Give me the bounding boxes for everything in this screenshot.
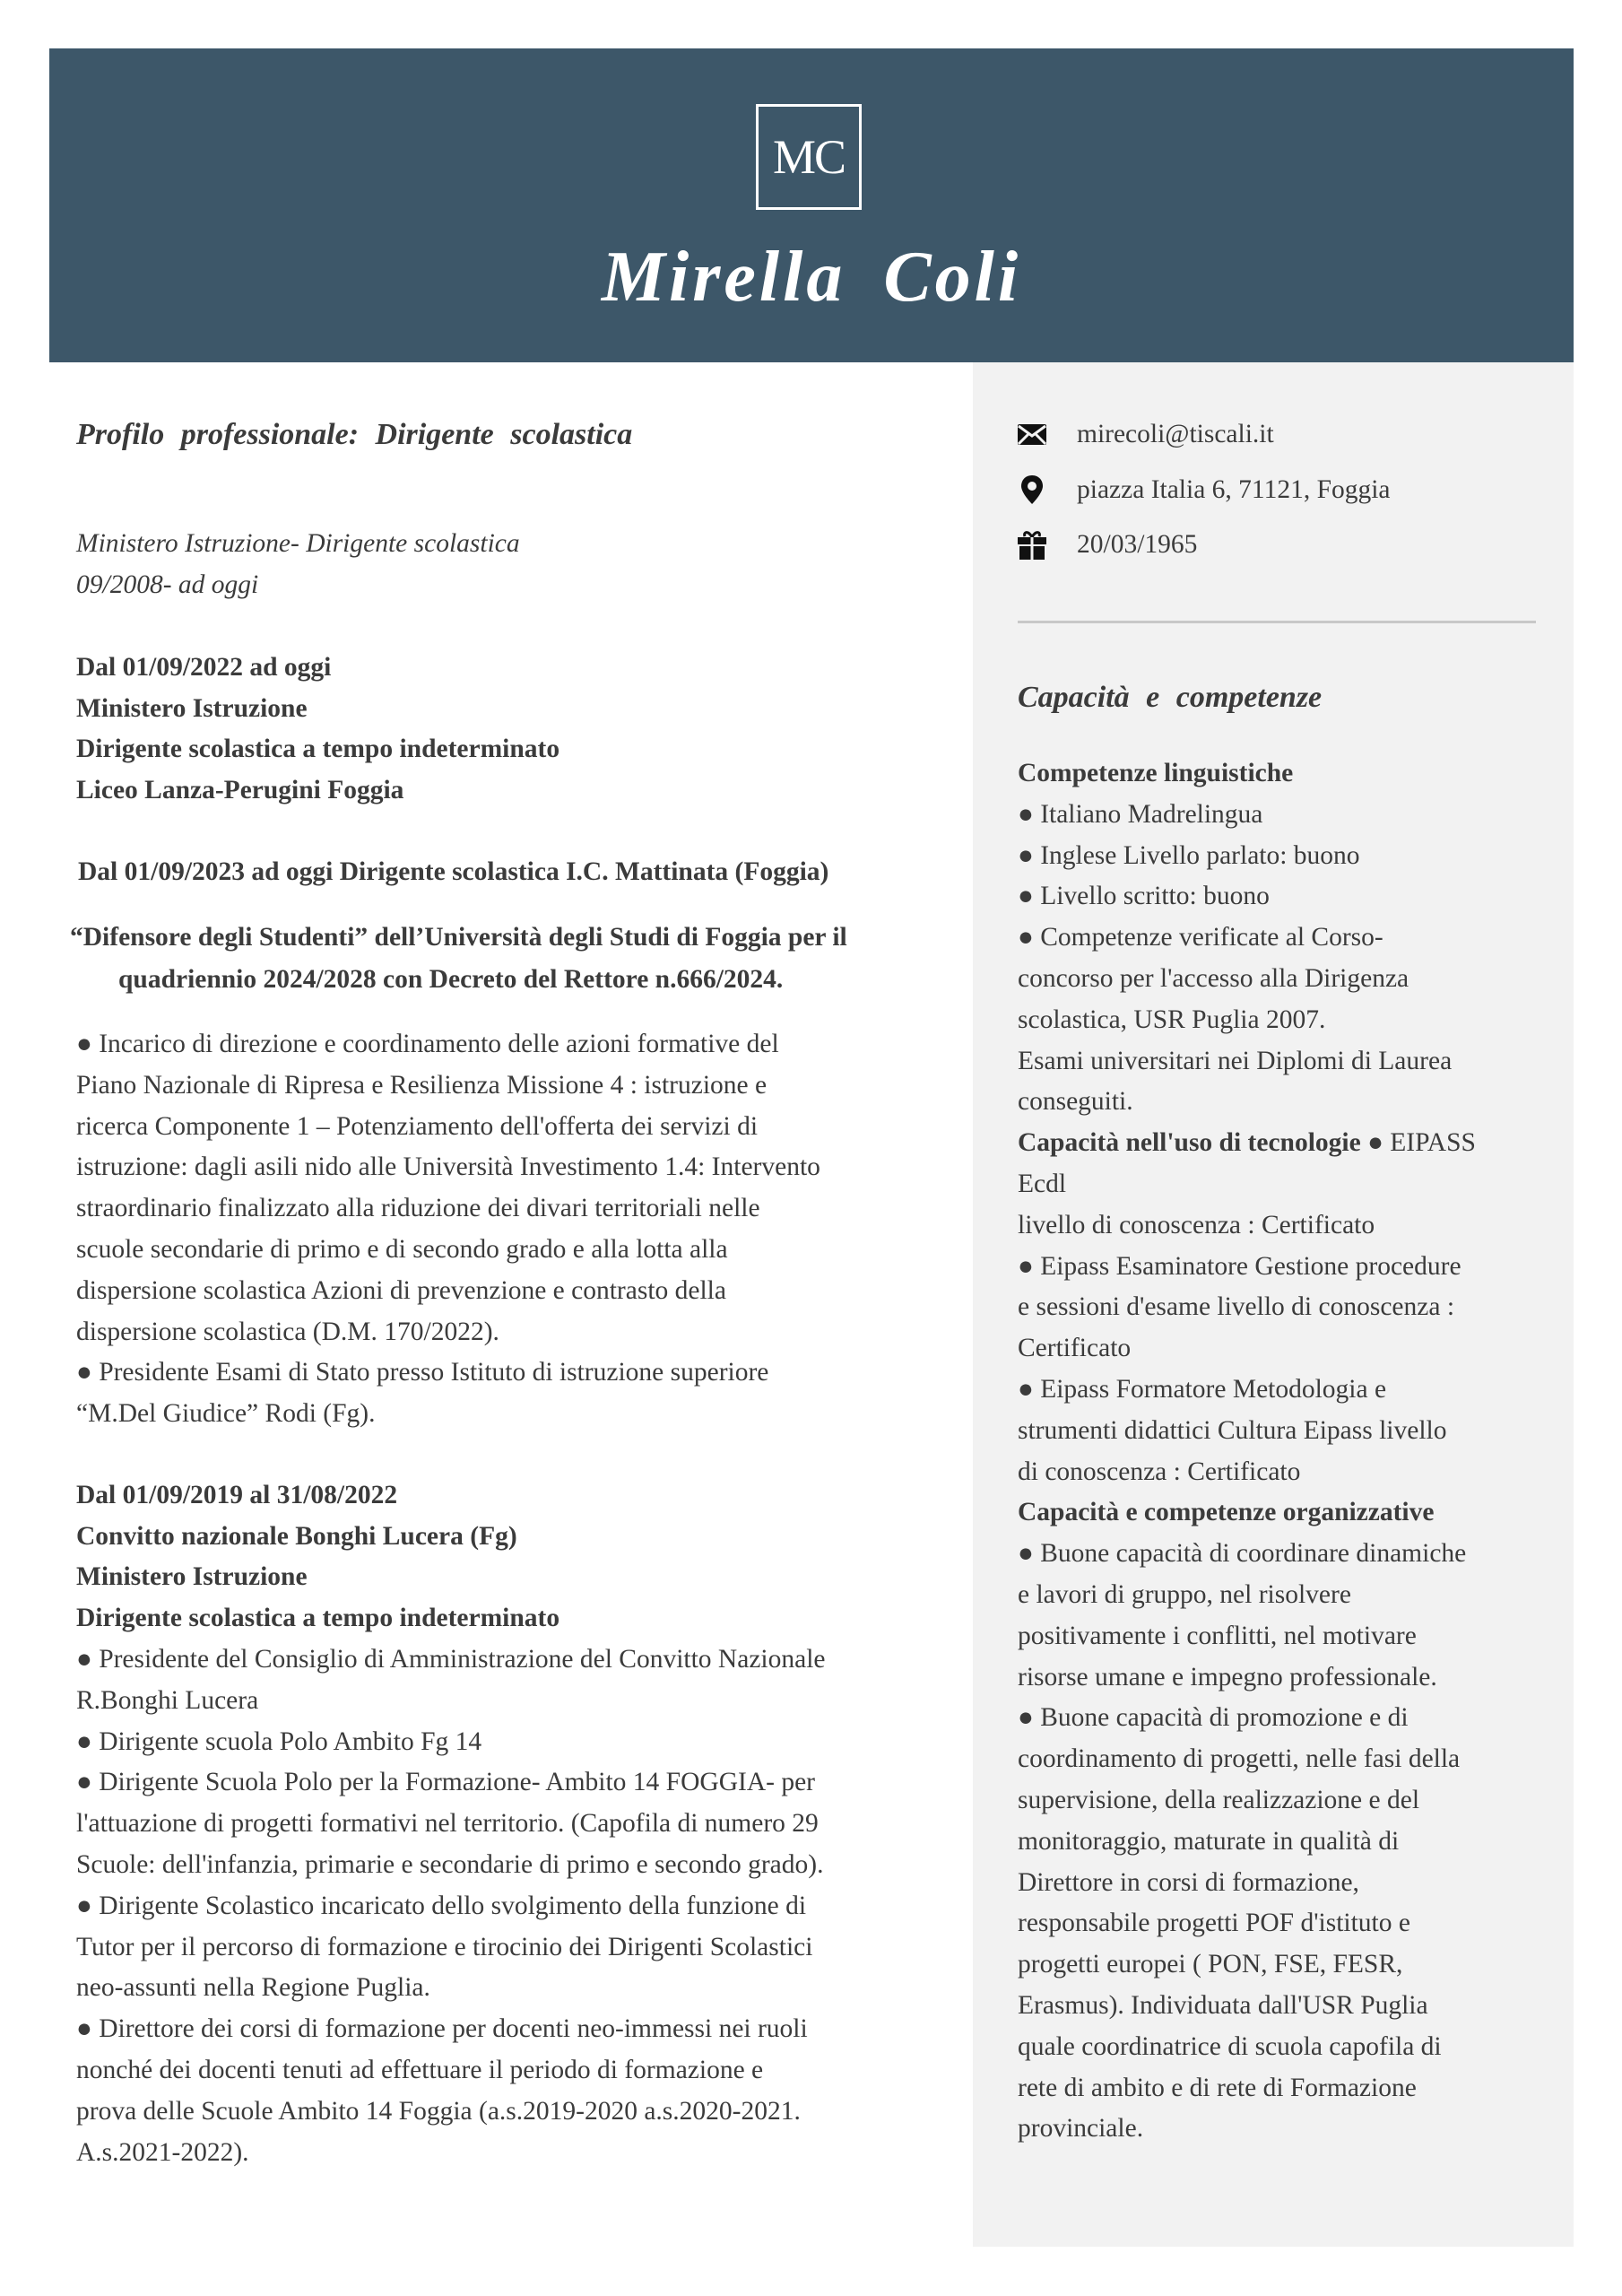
- bullet-line: ● Dirigente Scuola Polo per la Formazione- Ambito 14 FOGGIA- per: [76, 1768, 815, 1797]
- job-entry-2023: Dal 01/09/2023 ad oggi Dirigente scolastica I.C. Mattinata (Foggia): [78, 857, 829, 886]
- skills-line: [1018, 1287, 1454, 1328]
- skills-line: [1018, 836, 1360, 877]
- skills-text: Ecdl: [1018, 1170, 1067, 1198]
- skills-text: ● EIPASS: [1360, 1128, 1476, 1158]
- birthdate-text: 20/03/1965: [1077, 529, 1198, 559]
- skills-text: ● Buone capacità di promozione e di: [1018, 1703, 1409, 1733]
- skills-line: [1018, 1739, 1460, 1780]
- job-line: Liceo Lanza-Perugini Foggia: [76, 776, 404, 804]
- contact-birthdate: [1016, 528, 1197, 561]
- bullet-line: neo-assunti nella Regione Puglia.: [76, 1973, 430, 2003]
- skills-text: Erasmus). Individuata dall'USR Puglia: [1018, 1991, 1428, 2020]
- envelope-icon: [1016, 418, 1048, 450]
- skills-line: [1018, 1822, 1399, 1863]
- skills-text: progetti europei ( PON, FSE, FESR,: [1018, 1950, 1403, 1979]
- contact-address: [1016, 474, 1391, 506]
- skills-line: [1018, 2068, 1417, 2109]
- skills-line: [1018, 1082, 1133, 1123]
- skills-line: [1018, 1780, 1419, 1822]
- map-pin-icon: [1016, 474, 1048, 506]
- skills-text: risorse umane e impegno professionale.: [1018, 1662, 1437, 1692]
- skills-text: livello di conoscenza : Certificato: [1018, 1210, 1375, 1239]
- skills-subheading: [1018, 1492, 1434, 1534]
- person-name: Mirella Coli: [601, 238, 1022, 317]
- skills-line: [1018, 918, 1383, 959]
- skills-line: [1018, 1616, 1417, 1657]
- skills-text: e sessioni d'esame livello di conoscenza :: [1018, 1292, 1455, 1322]
- skills-line: [1018, 1534, 1466, 1575]
- skills-line: [1018, 1370, 1386, 1411]
- job-line: Dirigente scolastica a tempo indeterminato: [76, 1604, 560, 1632]
- skills-text: ● Inglese Livello parlato: buono: [1018, 840, 1360, 870]
- skills-line: [1018, 876, 1270, 918]
- bullet-line: dispersione scolastica Azioni di prevenzione e contrasto della: [76, 1275, 726, 1305]
- skills-text: ● Buone capacità di coordinare dinamiche: [1018, 1539, 1467, 1569]
- skills-line: [1018, 1328, 1131, 1370]
- skills-text: conseguiti.: [1018, 1087, 1133, 1117]
- job-line: Convitto nazionale Bonghi Lucera (Fg): [76, 1522, 517, 1551]
- skills-line: [1018, 1698, 1409, 1739]
- skills-line: [1018, 2109, 1143, 2150]
- skills-subheading: [1018, 753, 1293, 795]
- skills-text: scolastica, USR Puglia 2007.: [1018, 1004, 1326, 1034]
- skills-line: [1018, 1657, 1437, 1699]
- skills-text: quale coordinatrice di scuola capofila di: [1018, 2031, 1442, 2061]
- job-line: Dal 01/09/2019 al 31/08/2022: [76, 1481, 398, 1509]
- skills-subheading-label: Capacità e competenze organizzative: [1018, 1498, 1435, 1527]
- skills-text: Direttore in corsi di formazione,: [1018, 1867, 1359, 1897]
- bullet-line: ● Incarico di direzione e coordinamento delle azioni formative del: [76, 1030, 779, 1058]
- skills-text: Esami universitari nei Diplomi di Laurea: [1018, 1046, 1453, 1075]
- skills-title: Capacità e competenze: [1018, 681, 1323, 714]
- skills-text: concorso per l'accesso alla Dirigenza: [1018, 964, 1409, 993]
- skills-line: [1018, 795, 1262, 836]
- bullet-line: l'attuazione di progetti formativi nel territorio. (Capofila di numero 29: [76, 1809, 819, 1839]
- skills-line: [1018, 1123, 1476, 1164]
- skills-line: [1018, 1944, 1402, 1986]
- skills-text: di conoscenza : Certificato: [1018, 1457, 1301, 1486]
- skills-text: ● Eipass Formatore Metodologia e: [1018, 1375, 1387, 1404]
- bullet-line: A.s.2021-2022).: [76, 2137, 249, 2167]
- job-line: Ministero Istruzione: [76, 694, 308, 723]
- skills-line: [1018, 1247, 1462, 1288]
- defensor-line-1: “Difensore degli Studenti” dell’Università degli Studi di Foggia per il: [70, 923, 847, 952]
- skills-line: [1018, 1164, 1066, 1205]
- skills-text: ● Eipass Esaminatore Gestione procedure: [1018, 1251, 1462, 1281]
- bullet-line: ● Direttore dei corsi di formazione per docenti neo-immessi nei ruoli: [76, 2014, 808, 2044]
- skills-line: [1018, 1411, 1446, 1452]
- skills-line: [1018, 1986, 1428, 2027]
- skills-text: ● Italiano Madrelingua: [1018, 799, 1263, 829]
- sidebar-divider: [1018, 621, 1536, 623]
- skills-text: positivamente i conflitti, nel motivare: [1018, 1621, 1417, 1650]
- skills-line: [1018, 1205, 1375, 1247]
- skills-text: responsabile progetti POF d'istituto e: [1018, 1909, 1410, 1938]
- profile-period: 09/2008- ad oggi: [76, 570, 259, 599]
- bullet-line: straordinario finalizzato alla riduzione dei divari territoriali nelle: [76, 1194, 760, 1223]
- bullet-line: Scuole: dell'infanzia, primarie e secondarie di primo e secondo grado).: [76, 1850, 824, 1879]
- bullet-line: ● Presidente del Consiglio di Amministrazione del Convitto Nazionale: [76, 1645, 826, 1674]
- skills-text: strumenti didattici Cultura Eipass livello: [1018, 1415, 1447, 1445]
- skills-line: [1018, 1000, 1325, 1041]
- bullet-line: ● Dirigente Scolastico incaricato dello svolgimento della funzione di: [76, 1891, 807, 1920]
- email-link[interactable]: mirecoli@tiscali.it: [1077, 419, 1274, 448]
- bullet-line: prova delle Scuole Ambito 14 Foggia (a.s.2019-2020 a.s.2020-2021.: [76, 2096, 801, 2126]
- monogram-logo: MC: [756, 104, 862, 210]
- skills-line: [1018, 1041, 1452, 1083]
- contact-email: [1016, 418, 1274, 450]
- bullet-line: istruzione: dagli asili nido alle Università Investimento 1.4: Intervento: [76, 1152, 820, 1182]
- bullet-line: R.Bonghi Lucera: [76, 1685, 259, 1715]
- bullet-line: Tutor per il percorso di formazione e tirocinio dei Dirigenti Scolastici: [76, 1932, 813, 1961]
- skills-subheading-label: Competenze linguistiche: [1018, 759, 1294, 787]
- skills-text: rete di ambito e di rete di Formazione: [1018, 2073, 1417, 2102]
- skills-line: [1018, 2027, 1442, 2068]
- skills-line: [1018, 959, 1409, 1000]
- skills-line: [1018, 1452, 1300, 1493]
- bullet-line: ● Presidente Esami di Stato presso Istituto di istruzione superiore: [76, 1358, 769, 1387]
- bullet-line: nonché dei docenti tenuti ad effettuare il periodo di formazione e: [76, 2056, 764, 2084]
- skills-text: ● Livello scritto: buono: [1018, 882, 1270, 911]
- bullet-line: ricerca Componente 1 – Potenziamento dell'offerta dei servizi di: [76, 1111, 759, 1141]
- defensor-line-2: quadriennio 2024/2028 con Decreto del Rettore n.666/2024.: [118, 965, 784, 994]
- bullet-line: dispersione scolastica (D.M. 170/2022).: [76, 1317, 499, 1346]
- skills-text: coordinamento di progetti, nelle fasi della: [1018, 1744, 1461, 1774]
- bullet-line: scuole secondarie di primo e di secondo grado e alla lotta alla: [76, 1235, 728, 1264]
- profile-title: Profilo professionale: Dirigente scolastica: [76, 418, 633, 451]
- resume-header: [49, 48, 1574, 362]
- profile-employer: Ministero Istruzione- Dirigente scolastica: [76, 529, 520, 558]
- job-line: Dal 01/09/2022 ad oggi: [76, 653, 332, 682]
- skills-text: Certificato: [1018, 1334, 1132, 1363]
- skills-subheading-label: Capacità nell'uso di tecnologie: [1018, 1128, 1361, 1158]
- skills-line: [1018, 1863, 1359, 1904]
- job-line: Ministero Istruzione: [76, 1562, 308, 1591]
- address-text: piazza Italia 6, 71121, Foggia: [1077, 474, 1391, 504]
- skills-line: [1018, 1903, 1410, 1944]
- bullet-line: Piano Nazionale di Ripresa e Resilienza Missione 4 : istruzione e: [76, 1070, 768, 1100]
- skills-text: provinciale.: [1018, 2114, 1144, 2144]
- bullet-line: “M.Del Giudice” Rodi (Fg).: [76, 1399, 376, 1429]
- gift-icon: [1016, 528, 1048, 561]
- skills-text: monitoraggio, maturate in qualità di: [1018, 1826, 1400, 1856]
- skills-text: supervisione, della realizzazione e del: [1018, 1786, 1420, 1814]
- job-line: Dirigente scolastica a tempo indeterminato: [76, 735, 560, 763]
- skills-text: ● Competenze verificate al Corso-: [1018, 923, 1383, 952]
- skills-text: e lavori di gruppo, nel risolvere: [1018, 1580, 1351, 1609]
- skills-line: [1018, 1575, 1351, 1616]
- bullet-line: ● Dirigente scuola Polo Ambito Fg 14: [76, 1726, 482, 1756]
